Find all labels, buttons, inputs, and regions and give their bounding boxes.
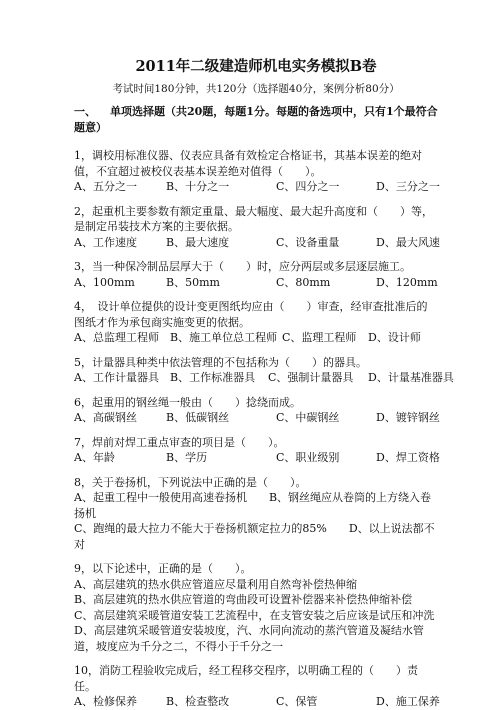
question-stem: 9，以下论述中，正确的是（ ）。 [74,562,252,575]
question-stem: 4， 设计单位提供的设计变更图纸均应由（ ）审查，经审查批准后的图纸才作为承包商实施变更的依据。 [74,300,428,329]
exam-subtitle: 考试时间180分钟，共120分（选择题40分，案例分析80分） [112,83,400,95]
option-row [74,370,454,386]
option-d: D、120mm [376,275,438,289]
option-line: D、高层建筑采暖管道安装坡度，汽、水同向流动的蒸汽管道及凝结水管道，坡度应为千分之二，不得小于千分之一 [74,624,424,653]
question-stem: 7，焊前对焊工重点审查的项目是（ ）。 [74,435,285,449]
option-c: C、四分之一 [276,180,340,193]
option-row [74,410,438,426]
option-b: B、工作标准器具 [170,371,256,384]
option-a: A、高碳钢丝 [74,411,137,424]
option-d: D、施工保养 [376,695,440,708]
option-row [74,450,438,466]
option-row [74,235,438,251]
option-d: D、最大风速 [376,235,440,249]
option-line: C、高层建筑采暖管道安装工艺流程中，在支管安装之后应该是试压和冲洗 [74,608,435,622]
option-b: B、50mm [166,275,220,289]
question-6 [74,395,438,426]
question-4 [74,299,438,346]
question-stem: 2，起重机主要参数有额定重量、最大幅度、最大起升高度和（ ）等，是制定吊装技术方案的主要依据。 [74,204,433,233]
question-stem: 1，调校用标准仪器、仪表应具备有效检定合格证书，其基本误差的绝对值，不宜超过被校仪表基本误差绝对值得（ ）。 [74,149,422,178]
option-c: C、职业级别 [276,451,340,464]
option-d: D、三分之一 [376,180,440,193]
question-8 [74,475,438,553]
section-title: 单项选择题（共20题，每题1分。每题的备选项中，只有1个最符合题意） [74,105,438,134]
option-a: A、五分之一 [74,180,137,193]
option-b: B、十分之一 [166,180,230,193]
question-stem: 5，计量器具种类中依法管理的不包括称为（ ）的器具。 [74,355,367,369]
question-stem: 6，起重用的钢丝绳一般由（ ）捻绕而成。 [74,395,301,409]
option-b: B、最大速度 [166,235,230,249]
exam-title: 2011年二级建造师机电实务模拟B卷 [135,58,377,75]
option-c: C、强制计量器具 [268,371,354,384]
option-row [74,275,438,291]
question-5 [74,355,454,386]
option-c: C、设备重量 [276,235,340,249]
option-b: B、学历 [166,451,208,464]
option-row [74,179,438,195]
question-9 [74,561,438,654]
question-3 [74,259,438,290]
option-a: A、检修保养 [74,695,137,708]
option-c: C、80mm [276,275,331,289]
option-line: C、跑绳的最大拉力不能大于卷扬机额定拉力的85% D、以上说法都不对 [74,522,435,551]
option-d: D、计量基准器具 [368,371,454,384]
option-a: A、年龄 [74,451,115,464]
option-row [74,694,438,710]
option-a: A、总监理工程师 [74,331,159,344]
option-c: C、中碳钢丝 [276,411,340,424]
question-1 [74,148,438,195]
option-b: B、施工单位总工程师 [170,331,278,344]
option-d: D、设计师 [368,331,421,344]
section-heading [74,104,438,136]
option-line: B、高层建筑的热水供应管道的弯曲段可设置补偿器来补偿热伸缩补偿 [74,593,413,606]
option-line: A、起重工程中一般使用高速卷扬机 B、钢丝绳应从卷筒的上方绕入卷扬机 [74,491,432,520]
option-line: A、高层建筑的热水供应管道应尽量利用自然弯补偿热伸缩 [74,577,357,591]
question-2 [74,204,438,251]
option-row [74,330,438,346]
option-c: C、保管 [276,695,318,708]
option-d: D、焊工资格 [376,451,440,464]
option-b: B、低碳钢丝 [166,411,230,424]
option-d: D、镀锌钢丝 [376,411,440,424]
option-a: A、工作速度 [74,235,137,249]
section-number: 一、 [74,105,96,118]
option-c: C、监理工程师 [282,331,357,344]
question-stem: 3，当一种保冷制品层厚大于（ ）时，应分两层或多层逐层施工。 [74,260,411,273]
question-7 [74,435,438,466]
question-stem: 8，关于卷扬机，下列说法中正确的是（ ）。 [74,475,307,489]
question-stem: 10，消防工程验收完成后，经工程移交程序，以明确工程的（ ）责任。 [74,664,418,693]
option-a: A、工作计量器具 [74,371,159,384]
option-a: A、100mm [74,275,135,289]
question-10 [74,663,438,710]
option-b: B、检查整改 [166,695,230,708]
